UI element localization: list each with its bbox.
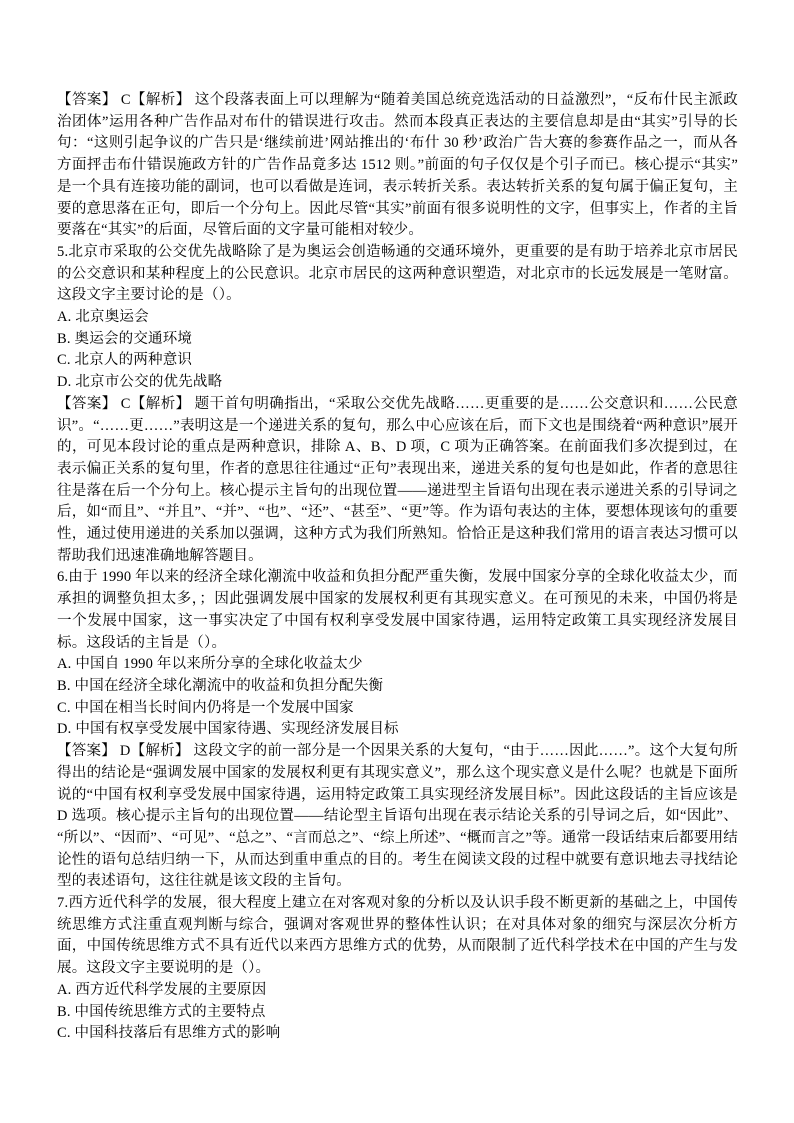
question-6-option-d: D. 中国有权享受发展中国家待遇、实现经济发展目标 [57, 721, 399, 738]
question-5-option-c: C. 北京人的两种意识 [57, 352, 193, 369]
question-7-option-a: A. 西方近代科学发展的主要原因 [57, 981, 267, 998]
question-6-option-b: B. 中国在经济全球化潮流中的收益和负担分配失衡 [57, 677, 384, 694]
question-5-stem: 5.北京市采取的公交优先战略除了是为奥运会创造畅通的交通环境外，更重要的是有助于培养北京市居民的公交意识和某种程度上的公民意识。北京市居民的这两种意识塑造，对北京市的长远发展是一笔财富。这段文字主要讨论的是（）。 [57, 243, 738, 304]
question-5-option-b: B. 奥运会的交通环境 [57, 330, 193, 347]
question-5-option-a: A. 北京奥运会 [57, 309, 149, 326]
answer-explanation-q4: 【答案】 C【解析】 这个段落表面上可以理解为“随着美国总统竞选活动的日益激烈”，“反布什民主派政治团体”运用各种广告作品对布什的错误进行攻击。然而本段真正表达的主要信息却是由“其实”引导的长句：“这则引起争议的广告只是‘继续前进’网站推出的‘布什 30 秒’政治广告大赛的参赛作品之一，而从各方面抨击布什错误施政方针的广告作品竟多达 1512 则。”前面的句子仅仅是个引子而已。核心提示“其实”是一个具有连接功能的副词，也可以看做是连词，表示转折关系。表达转折关系的复句属于偏正复句，主要的意思落在正句，即后一个分句上。因此尽管“其实”前面有很多说明性的文字，但事实上，作者的主旨要落在“其实”的后面，尽管后面的文字量可能相对较少。 [57, 92, 738, 239]
question-7-stem: 7.西方近代科学的发展，很大程度上建立在对客观对象的分析以及认识手段不断更新的基础之上，中国传统思维方式注重直观判断与综合，强调对客观世界的整体性认识；在对具体对象的细究与深层次分析方面，中国传统思维方式不具有近代以来西方思维方式的优势，从而限制了近代科学技术在中国的产生与发展。这段文字主要说明的是（）。 [57, 895, 738, 977]
question-7-option-c: C. 中国科技落后有思维方式的影响 [57, 1025, 281, 1042]
question-6-stem: 6.由于 1990 年以来的经济全球化潮流中收益和负担分配严重失衡，发展中国家分享的全球化收益太少，而承担的调整负担太多，；因此强调发展中国家的发展权利更有其现实意义。在可预见的未来，中国仍将是一个发展中国家，这一事实决定了中国有权利享受发展中国家待遇，运用特定政策工具实现经济发展目标。这段话的主旨是（）。 [57, 569, 738, 651]
question-6-option-c: C. 中国在相当长时间内仍将是一个发展中国家 [57, 699, 354, 716]
question-5-option-d: D. 北京市公交的优先战略 [57, 374, 223, 391]
document-text-area [57, 90, 738, 1045]
question-7-option-b: B. 中国传统思维方式的主要特点 [57, 1003, 266, 1020]
question-6-option-a: A. 中国自 1990 年以来所分享的全球化收益太少 [57, 656, 363, 673]
answer-explanation-q5: 【答案】 C【解析】 题干首句明确指出，“采取公交优先战略……更重要的是……公交意识和……公民意识”。“……更……”表明这是一个递进关系的复句，那么中心应该在后，而下文也是围绕着“两种意识”展开的，可见本段讨论的重点是两种意识，排除 A、B、D 项，C 项为正确答案。在前面我们多次提到过，在表示偏正关系的复句里，作者的意思往往通过“正句”表现出来，递进关系的复句也是如此，作者的意思往往是落在后一个分句上。核心提示主旨句的出现位置——递进型主旨语句出现在表示递进关系的引导词之后，如“而且”、“并且”、“并”、“也”、“还”、“甚至”、“更”等。作为语句表达的主体，要想体现该句的重要性，通过使用递进的关系加以强调，这种方式为我们所熟知。恰恰正是这种我们常用的语言表达习惯可以帮助我们迅速准确地解答题目。 [57, 395, 738, 564]
answer-explanation-q6: 【答案】 D【解析】 这段文字的前一部分是一个因果关系的大复句，“由于……因此……”。这个大复句所得出的结论是“强调发展中国家的发展权利更有其现实意义”，那么这个现实意义是什么呢？也就是下面所说的“中国有权利享受发展中国家待遇，运用特定政策工具实现经济发展目标”。因此这段话的主旨应该是D 选项。核心提示主旨句的出现位置——结论型主旨语句出现在表示结论关系的引导词之后，如“因此”、“所以”、“因而”、“可见”、“总之”、“言而总之”、“综上所述”、“概而言之”等。通常一段话结束后都要用结论性的语句总结归纳一下，从而达到重申重点的目的。考生在阅读文段的过程中就要有意识地去寻找结论型的表述语句，这往往就是该文段的主旨句。 [57, 743, 738, 890]
